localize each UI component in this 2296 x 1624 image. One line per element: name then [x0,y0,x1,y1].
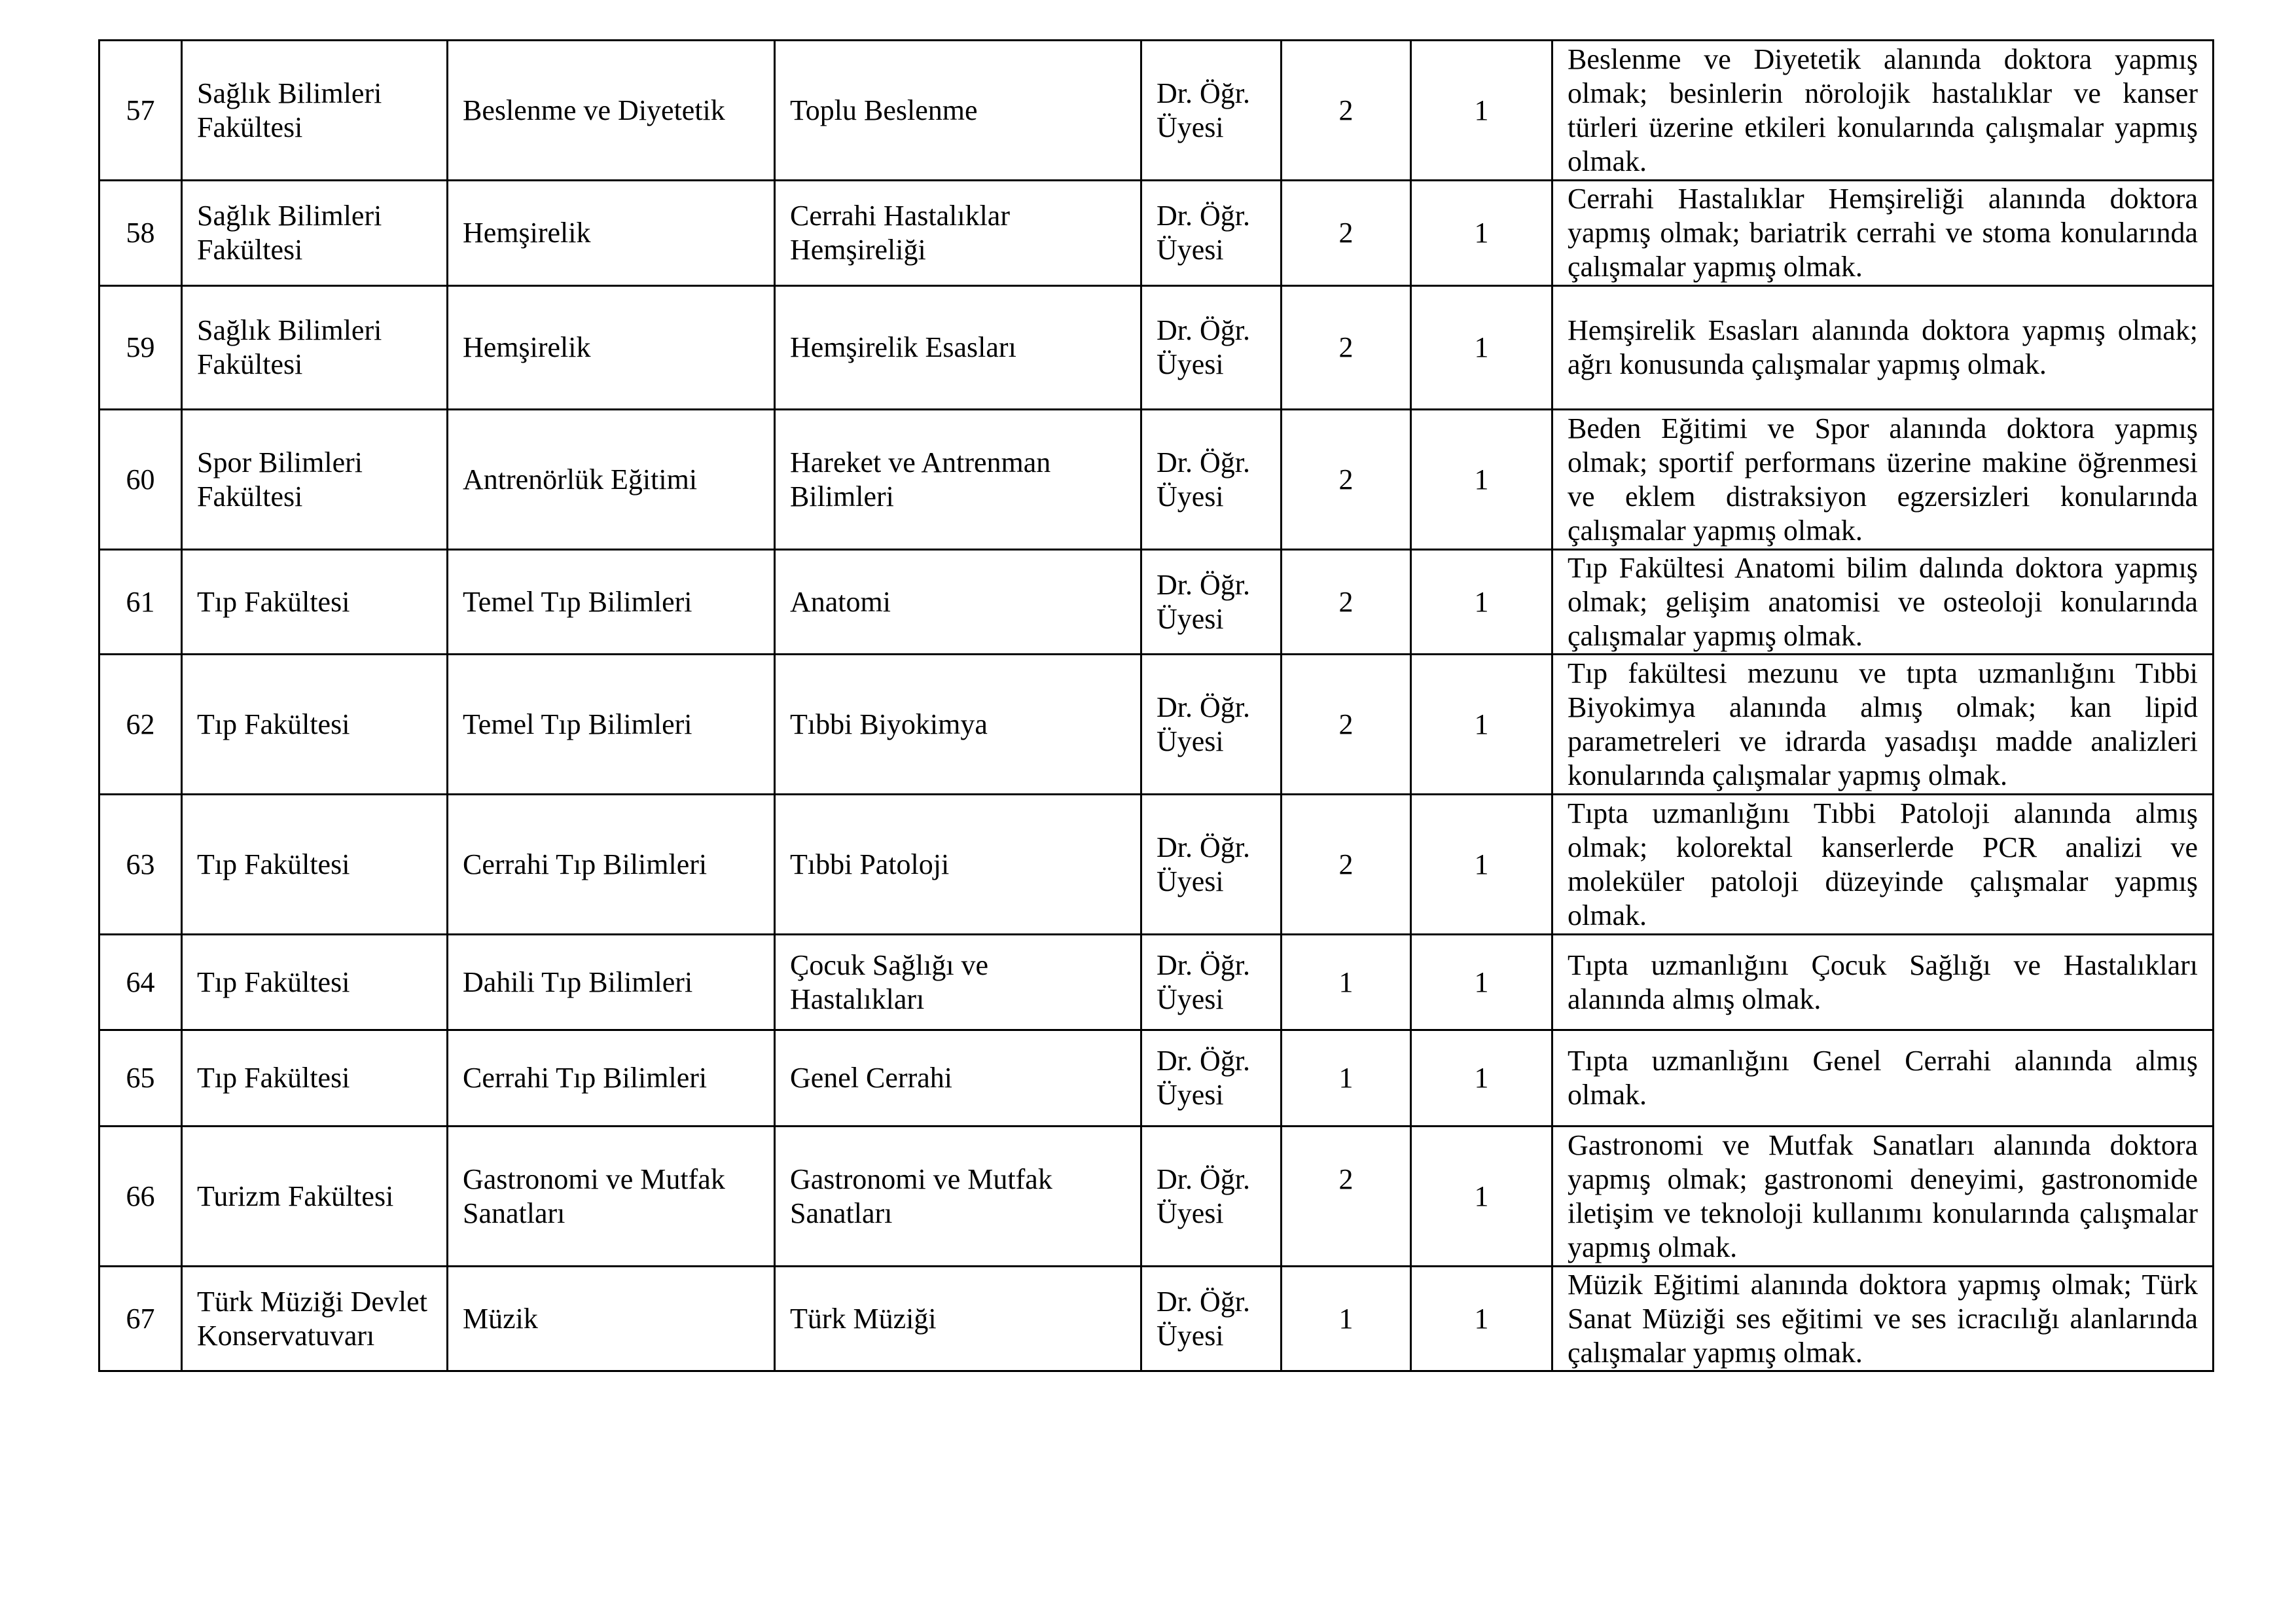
program-cell: Gastronomi ve Mutfak Sanatları [775,1127,1141,1267]
row-number: 65 [99,1030,182,1127]
table-row [99,181,2214,286]
count-cell: 1 [1282,1267,1411,1371]
row-number: 62 [99,655,182,795]
row-number: 58 [99,181,182,286]
program-cell: Hemşirelik Esasları [775,286,1141,410]
title-cell: Dr. Öğr. Üyesi [1141,286,1282,410]
faculty-cell: Sağlık Bilimleri Fakültesi [182,286,448,410]
title-cell: Dr. Öğr. Üyesi [1141,1127,1282,1267]
row-number: 59 [99,286,182,410]
count-cell: 2 [1282,181,1411,286]
count-cell [1282,1127,1411,1267]
program-cell: Hareket ve Antrenman Bilimleri [775,410,1141,550]
table-row [99,550,2214,655]
title-cell: Dr. Öğr. Üyesi [1141,795,1282,935]
count-cell: 1 [1282,1030,1411,1127]
table-row [99,935,2214,1030]
program-cell: Tıbbi Patoloji [775,795,1141,935]
row-number: 61 [99,550,182,655]
quota-cell: 1 [1411,1127,1552,1267]
program-cell: Cerrahi Hastalıklar Hemşireliği [775,181,1141,286]
quota-cell: 1 [1411,795,1552,935]
department-cell: Hemşirelik [448,181,775,286]
table-row [99,1267,2214,1371]
table-row [99,410,2214,550]
table-row [99,1030,2214,1127]
department-cell: Beslenme ve Diyetetik [448,41,775,181]
requirement-cell: Cerrahi Hastalıklar Hemşireliği alanında doktora yapmış olmak; bariatrik cerrahi ve stoma konularında çalışmalar yapmış olmak. [1552,181,2214,286]
requirement-cell: Müzik Eğitimi alanında doktora yapmış olmak; Türk Sanat Müziği ses eğitimi ve ses icracılığı alanlarında çalışmalar yapmış olmak. [1552,1267,2214,1371]
program-cell: Tıbbi Biyokimya [775,655,1141,795]
row-number: 63 [99,795,182,935]
requirement-cell: Tıp fakültesi mezunu ve tıpta uzmanlığını Tıbbi Biyokimya alanında almış olmak; kan lipid parametreleri ve idrarda yasadışı madde analizleri konularında çalışmalar yapmış olmak. [1552,655,2214,795]
faculty-cell: Spor Bilimleri Fakültesi [182,410,448,550]
table-row [99,41,2214,181]
department-cell: Temel Tıp Bilimleri [448,655,775,795]
program-cell: Çocuk Sağlığı ve Hastalıkları [775,935,1141,1030]
requirement-cell: Beden Eğitimi ve Spor alanında doktora yapmış olmak; sportif performans üzerine makine öğrenmesi ve eklem distraksiyon egzersizleri konularında çalışmalar yapmış olmak. [1552,410,2214,550]
requirement-cell: Hemşirelik Esasları alanında doktora yapmış olmak; ağrı konusunda çalışmalar yapmış olmak. [1552,286,2214,410]
row-number: 67 [99,1267,182,1371]
title-cell: Dr. Öğr. Üyesi [1141,655,1282,795]
program-cell: Anatomi [775,550,1141,655]
department-cell: Cerrahi Tıp Bilimleri [448,795,775,935]
table-row [99,655,2214,795]
row-number: 66 [99,1127,182,1267]
requirement-cell: Tıpta uzmanlığını Tıbbi Patoloji alanında almış olmak; kolorektal kanserlerde PCR analizi ve moleküler patoloji düzeyinde çalışmalar yapmış olmak. [1552,795,2214,935]
faculty-cell: Tıp Fakültesi [182,655,448,795]
title-cell: Dr. Öğr. Üyesi [1141,410,1282,550]
table-row [99,795,2214,935]
title-cell: Dr. Öğr. Üyesi [1141,1030,1282,1127]
title-cell: Dr. Öğr. Üyesi [1141,41,1282,181]
quota-cell: 1 [1411,655,1552,795]
count-cell: 2 [1282,286,1411,410]
quota-cell: 1 [1411,1030,1552,1127]
requirement-cell: Tıpta uzmanlığını Genel Cerrahi alanında almış olmak. [1552,1030,2214,1127]
count-cell: 2 [1282,795,1411,935]
title-cell: Dr. Öğr. Üyesi [1141,550,1282,655]
table-row [99,1127,2214,1267]
quota-cell: 1 [1411,286,1552,410]
requirement-cell: Tıp Fakültesi Anatomi bilim dalında doktora yapmış olmak; gelişim anatomisi ve osteoloji konularında çalışmalar yapmış olmak. [1552,550,2214,655]
department-cell: Antrenörlük Eğitimi [448,410,775,550]
requirement-cell: Tıpta uzmanlığını Çocuk Sağlığı ve Hastalıkları alanında almış olmak. [1552,935,2214,1030]
faculty-cell: Tıp Fakültesi [182,795,448,935]
quota-cell: 1 [1411,935,1552,1030]
count-cell: 2 [1282,550,1411,655]
title-cell: Dr. Öğr. Üyesi [1141,1267,1282,1371]
faculty-cell: Tıp Fakültesi [182,935,448,1030]
department-cell: Gastronomi ve Mutfak Sanatları [448,1127,775,1267]
faculty-cell: Türk Müziği Devlet Konservatuvarı [182,1267,448,1371]
count-cell: 2 [1282,41,1411,181]
department-cell: Müzik [448,1267,775,1371]
program-cell: Genel Cerrahi [775,1030,1141,1127]
faculty-cell: Tıp Fakültesi [182,1030,448,1127]
count-cell: 2 [1282,655,1411,795]
program-cell: Toplu Beslenme [775,41,1141,181]
department-cell: Dahili Tıp Bilimleri [448,935,775,1030]
title-cell: Dr. Öğr. Üyesi [1141,935,1282,1030]
faculty-cell: Tıp Fakültesi [182,550,448,655]
count-cell: 2 [1282,410,1411,550]
table-row [99,286,2214,410]
quota-cell: 1 [1411,1267,1552,1371]
faculty-cell: Sağlık Bilimleri Fakültesi [182,181,448,286]
count-value: 2 [1338,1163,1354,1195]
quota-cell: 1 [1411,550,1552,655]
count-cell: 1 [1282,935,1411,1030]
quota-cell: 1 [1411,181,1552,286]
quota-cell: 1 [1411,41,1552,181]
row-number: 60 [99,410,182,550]
program-cell: Türk Müziği [775,1267,1141,1371]
faculty-cell: Turizm Fakültesi [182,1127,448,1267]
department-cell: Temel Tıp Bilimleri [448,550,775,655]
position-table [98,39,2214,1372]
quota-cell: 1 [1411,410,1552,550]
requirement-cell: Beslenme ve Diyetetik alanında doktora yapmış olmak; besinlerin nörolojik hastalıklar ve kanser türleri üzerine etkileri konularında çalışmalar yapmış olmak. [1552,41,2214,181]
faculty-cell: Sağlık Bilimleri Fakültesi [182,41,448,181]
requirement-cell: Gastronomi ve Mutfak Sanatları alanında doktora yapmış olmak; gastronomi deneyimi, gastronomide iletişim ve teknoloji kullanımı konularında çalışmalar yapmış olmak. [1552,1127,2214,1267]
row-number: 57 [99,41,182,181]
title-cell: Dr. Öğr. Üyesi [1141,181,1282,286]
row-number: 64 [99,935,182,1030]
department-cell: Cerrahi Tıp Bilimleri [448,1030,775,1127]
department-cell: Hemşirelik [448,286,775,410]
